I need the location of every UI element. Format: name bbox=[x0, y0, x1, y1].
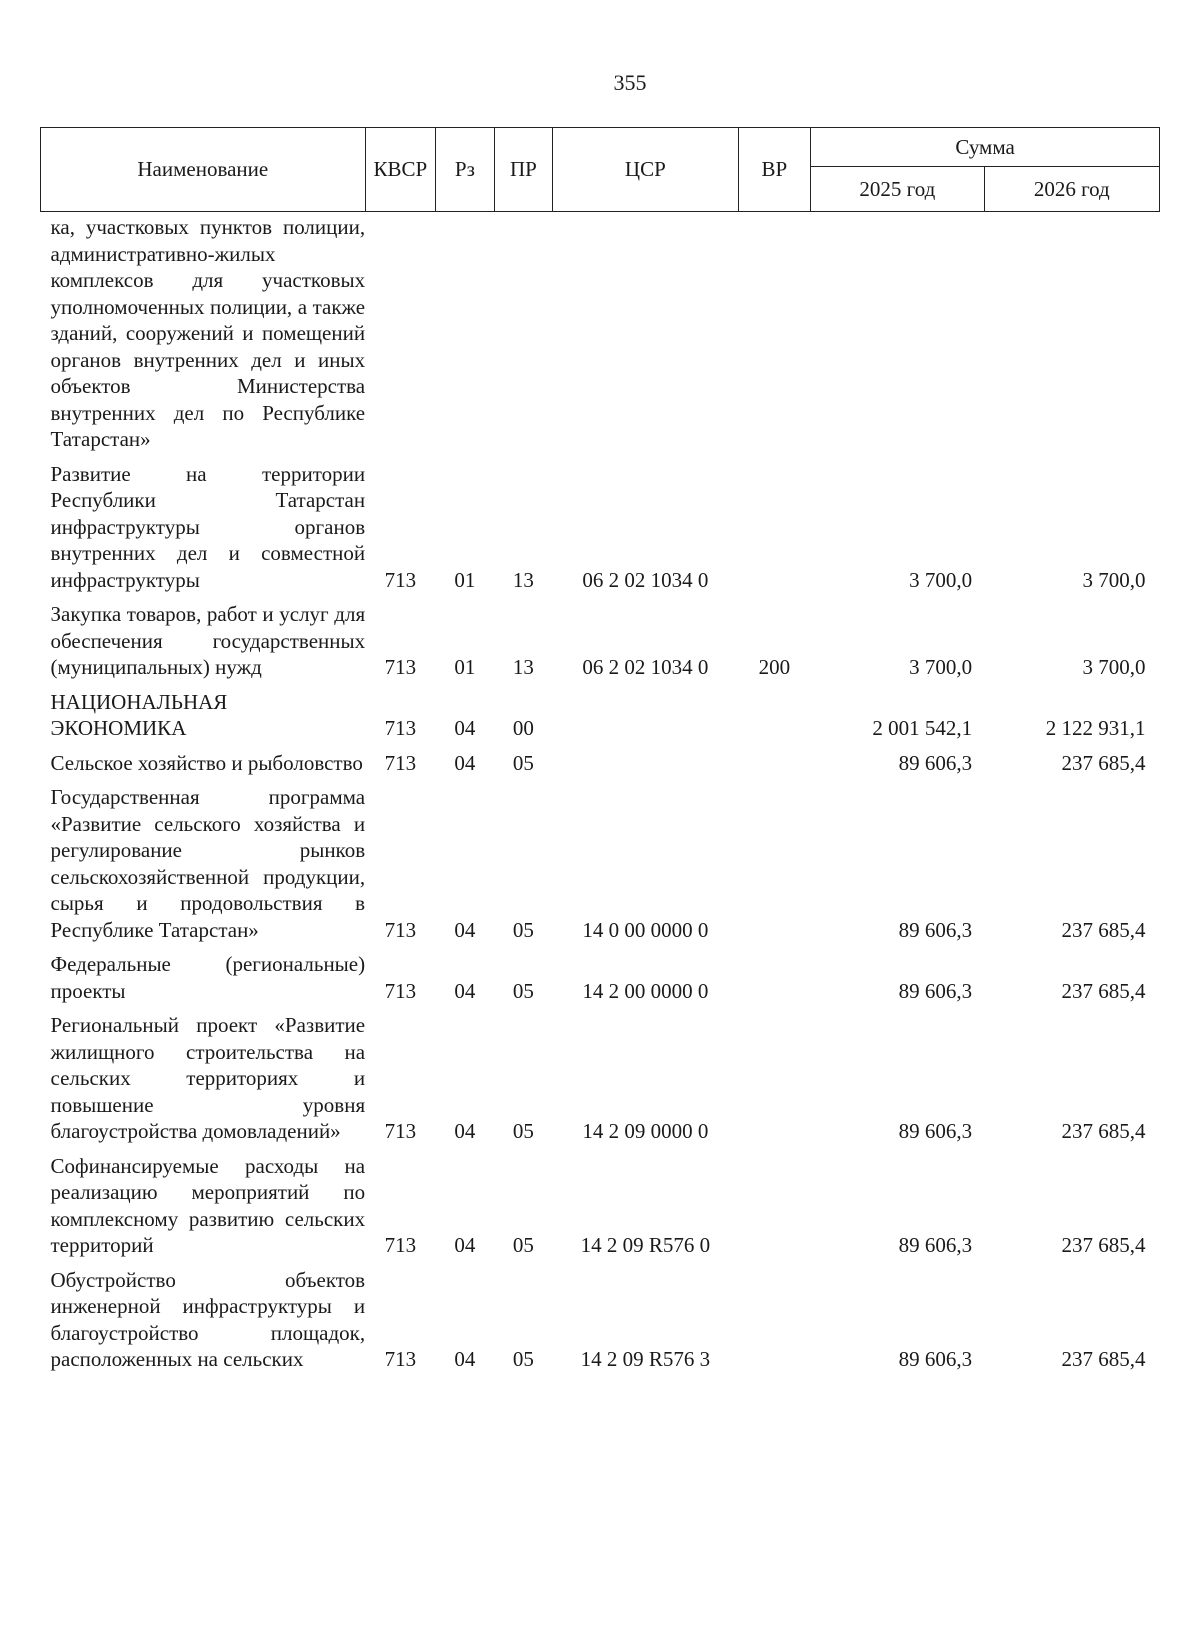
header-pr: ПР bbox=[494, 128, 552, 212]
row-pr bbox=[494, 212, 552, 458]
row-kvsr: 713 bbox=[384, 655, 417, 679]
row-rz: 04 bbox=[454, 917, 476, 942]
row-amount-2025: 89 606,3 bbox=[898, 750, 973, 775]
row-amount-2025: 89 606,3 bbox=[898, 978, 973, 1003]
row-name: Сельское хозяйство и рыболовство bbox=[50, 750, 363, 775]
row-rz: 04 bbox=[454, 978, 476, 1003]
row-name: Государственная программа «Развитие сельского хозяйства и регулирование рынков сельскохозяйственной продукции, сырья и продовольствия в Республике Татарстан» bbox=[50, 785, 366, 942]
row-name: Федеральные (региональные) проекты bbox=[50, 952, 366, 1003]
row-kvsr: 713 bbox=[384, 917, 417, 942]
page-number: 355 bbox=[613, 70, 647, 95]
row-rz: 01 bbox=[454, 567, 476, 592]
row-csr: 14 2 00 0000 0 bbox=[582, 978, 709, 1003]
row-kvsr: 713 bbox=[384, 1119, 417, 1143]
row-rz bbox=[436, 212, 494, 458]
row-kvsr bbox=[365, 212, 436, 458]
row-csr: 06 2 02 1034 0 bbox=[582, 655, 709, 679]
row-pr: 05 bbox=[512, 978, 534, 1003]
row-vr bbox=[738, 948, 811, 1009]
table-row bbox=[41, 948, 1160, 1009]
header-year-2025: 2025 год bbox=[811, 167, 984, 212]
table-row bbox=[41, 1009, 1160, 1150]
table-row bbox=[41, 1150, 1160, 1264]
table-row bbox=[41, 1264, 1160, 1378]
row-kvsr: 713 bbox=[384, 1233, 417, 1257]
row-amount-2026: 3 700,0 bbox=[1082, 655, 1146, 679]
row-amount-2026: 3 700,0 bbox=[1082, 567, 1146, 592]
row-kvsr: 713 bbox=[384, 567, 417, 592]
header-sum: Сумма bbox=[811, 128, 1160, 167]
row-vr bbox=[738, 1264, 811, 1378]
row-name: Развитие на территории Республики Татарстан инфраструктуры органов внутренних дел и совместной инфраструктуры bbox=[50, 461, 366, 592]
row-vr bbox=[738, 1009, 811, 1150]
row-amount-2026: 237 685,4 bbox=[1061, 1119, 1146, 1143]
row-amount-2025: 2 001 542,1 bbox=[872, 716, 973, 740]
row-amount-2025: 89 606,3 bbox=[898, 1347, 973, 1371]
row-amount-2025: 3 700,0 bbox=[909, 567, 973, 592]
row-amount-2025: 89 606,3 bbox=[898, 917, 973, 942]
table-row bbox=[41, 212, 1160, 458]
row-amount-2025: 89 606,3 bbox=[898, 1119, 973, 1143]
row-kvsr: 713 bbox=[384, 1347, 417, 1371]
header-rz: Рз bbox=[436, 128, 494, 212]
header-csr: ЦСР bbox=[553, 128, 738, 212]
row-pr: 13 bbox=[512, 655, 534, 679]
row-csr bbox=[553, 212, 738, 458]
row-kvsr: 713 bbox=[384, 750, 417, 775]
row-rz: 01 bbox=[454, 655, 476, 679]
row-pr: 05 bbox=[512, 750, 534, 775]
row-pr: 13 bbox=[512, 567, 534, 592]
row-kvsr: 713 bbox=[384, 716, 417, 740]
table-row bbox=[41, 686, 1160, 747]
row-pr: 05 bbox=[512, 1233, 534, 1257]
row-csr bbox=[553, 686, 738, 747]
row-name: Обустройство объектов инженерной инфраструктуры и благоустройство площадок, расположенных на сельских bbox=[50, 1267, 366, 1371]
header-year-2026: 2026 год bbox=[984, 167, 1159, 212]
row-csr: 14 0 00 0000 0 bbox=[582, 917, 709, 942]
row-kvsr: 713 bbox=[384, 978, 417, 1003]
row-vr bbox=[738, 458, 811, 599]
row-amount-2026: 237 685,4 bbox=[1061, 978, 1146, 1003]
budget-table bbox=[40, 127, 1160, 1378]
row-amount-2026: 237 685,4 bbox=[1061, 750, 1146, 775]
row-amount-2026: 2 122 931,1 bbox=[1045, 716, 1146, 740]
table-header bbox=[41, 128, 1160, 212]
header-kvsr: КВСР bbox=[365, 128, 436, 212]
row-name: НАЦИОНАЛЬНАЯ ЭКОНОМИКА bbox=[50, 689, 228, 740]
row-csr: 06 2 02 1034 0 bbox=[582, 567, 709, 592]
row-csr: 14 2 09 R576 3 bbox=[580, 1347, 711, 1371]
row-name: ка, участковых пунктов полиции, административно-жилых комплексов для участковых уполномоченных полиции, а также зданий, сооружений и помещений органов внутренних дел и иных объектов Министерства внутренних дел по Республике Татарстан» bbox=[50, 215, 366, 451]
row-amount-2025 bbox=[811, 212, 984, 458]
row-rz: 04 bbox=[454, 750, 476, 775]
row-rz: 04 bbox=[454, 1119, 476, 1143]
row-pr: 05 bbox=[512, 1347, 534, 1371]
row-csr: 14 2 09 0000 0 bbox=[582, 1119, 709, 1143]
table-row bbox=[41, 458, 1160, 599]
row-amount-2026: 237 685,4 bbox=[1061, 1347, 1146, 1371]
row-name: Закупка товаров, работ и услуг для обеспечения государственных (муниципальных) нужд bbox=[50, 602, 366, 679]
row-rz: 04 bbox=[454, 1347, 476, 1371]
row-vr bbox=[738, 686, 811, 747]
row-csr: 14 2 09 R576 0 bbox=[580, 1233, 711, 1257]
row-vr: 200 bbox=[758, 655, 791, 679]
header-vr: ВР bbox=[738, 128, 811, 212]
row-rz: 04 bbox=[454, 1233, 476, 1257]
table-row bbox=[41, 781, 1160, 948]
row-vr bbox=[738, 212, 811, 458]
row-pr: 05 bbox=[512, 1119, 534, 1143]
row-amount-2026 bbox=[984, 212, 1159, 458]
row-pr: 05 bbox=[512, 917, 534, 942]
row-vr bbox=[738, 1150, 811, 1264]
row-csr bbox=[553, 747, 738, 782]
row-vr bbox=[738, 747, 811, 782]
row-name: Софинансируемые расходы на реализацию мероприятий по комплексному развитию сельских территорий bbox=[50, 1153, 366, 1257]
table-row bbox=[41, 747, 1160, 782]
row-amount-2026: 237 685,4 bbox=[1061, 1233, 1146, 1257]
header-name: Наименование bbox=[41, 128, 366, 212]
row-name: Региональный проект «Развитие жилищного строительства на сельских территориях и повышение уровня благоустройства домовладений» bbox=[50, 1013, 366, 1143]
row-vr bbox=[738, 781, 811, 948]
table-body bbox=[41, 212, 1160, 1378]
table-row bbox=[41, 598, 1160, 686]
row-amount-2025: 89 606,3 bbox=[898, 1233, 973, 1257]
row-pr: 00 bbox=[512, 716, 534, 740]
row-amount-2025: 3 700,0 bbox=[909, 655, 973, 679]
row-rz: 04 bbox=[454, 716, 476, 740]
row-amount-2026: 237 685,4 bbox=[1061, 917, 1146, 942]
